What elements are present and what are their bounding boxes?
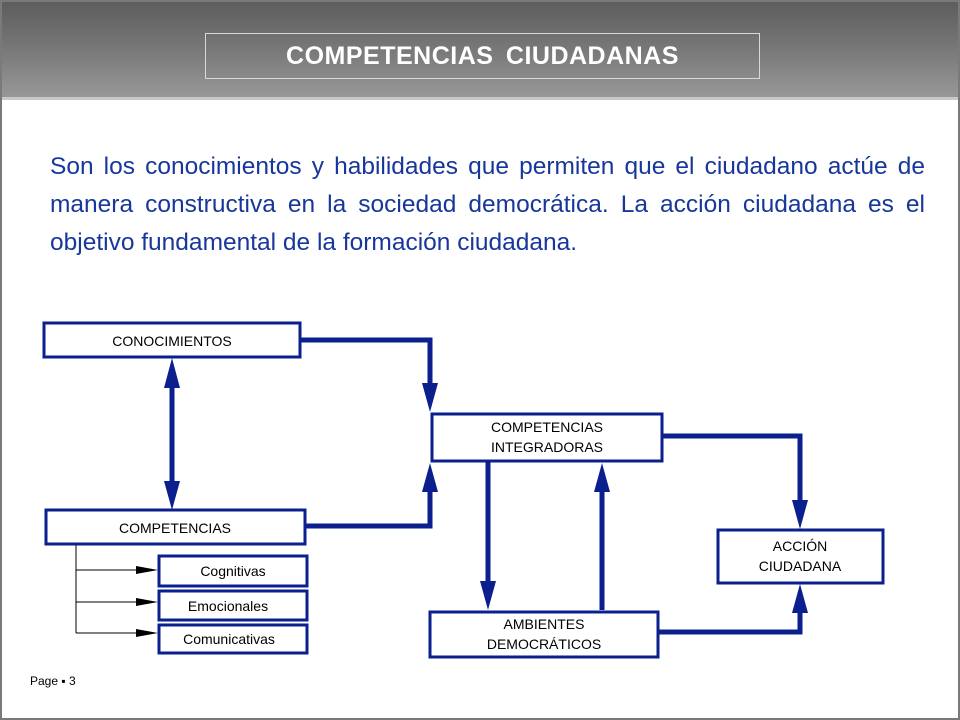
arrowhead — [422, 383, 438, 412]
box-integradoras-line1: COMPETENCIAS — [490, 419, 604, 435]
connector-conocimientos-integradoras — [300, 340, 430, 385]
box-conocimientos-label: CONOCIMIENTOS — [112, 333, 232, 349]
arrowhead — [136, 566, 158, 574]
connector-integradoras-accion — [662, 436, 800, 502]
box-competencias-integradoras — [432, 414, 662, 461]
box-integradoras-line2: INTEGRADORAS — [490, 439, 604, 455]
arrowhead — [164, 481, 180, 510]
box-emocionales-label: Emocionales — [187, 598, 269, 614]
box-ambientes-line2: DEMOCRÁTICOS — [486, 636, 602, 652]
box-cognitivas-label: Cognitivas — [200, 563, 266, 579]
arrowhead — [164, 358, 180, 388]
arrowhead — [136, 629, 158, 637]
arrowhead — [594, 463, 610, 492]
connector-competencias-integradoras — [305, 490, 430, 526]
box-comunicativas — [159, 625, 307, 653]
box-accion-line2: CIUDADANA — [758, 558, 842, 574]
box-emocionales — [159, 591, 307, 620]
page-bullet: ▪ — [61, 674, 66, 688]
box-conocimientos — [44, 323, 300, 357]
box-accion-ciudadana — [718, 530, 883, 583]
box-ambientes-line1: AMBIENTES — [503, 616, 585, 632]
box-competencias-label: COMPETENCIAS — [118, 520, 232, 536]
slide-title: COMPETENCIAS CIUDADANAS — [205, 33, 760, 79]
page-label: Page — [30, 674, 59, 688]
connector-ambientes-accion — [658, 612, 800, 632]
page-number — [30, 674, 76, 688]
box-ambientes-democraticos — [430, 612, 658, 657]
intro-paragraph: Son los conocimientos y habilidades que permiten que el ciudadano actúe de manera constructiva en la sociedad democrática. La acción ciudadana es el objetivo fundamental de la formación ciudadana. — [50, 153, 925, 256]
box-cognitivas — [159, 556, 307, 586]
arrowhead — [136, 598, 158, 606]
arrowhead — [792, 500, 808, 529]
box-competencias — [46, 510, 305, 544]
arrowhead — [480, 581, 496, 610]
box-accion-line1: ACCIÓN — [772, 538, 828, 554]
box-comunicativas-label: Comunicativas — [183, 631, 275, 647]
arrowhead — [792, 584, 808, 613]
page-number-value: 3 — [68, 674, 76, 688]
arrowhead — [422, 463, 438, 492]
